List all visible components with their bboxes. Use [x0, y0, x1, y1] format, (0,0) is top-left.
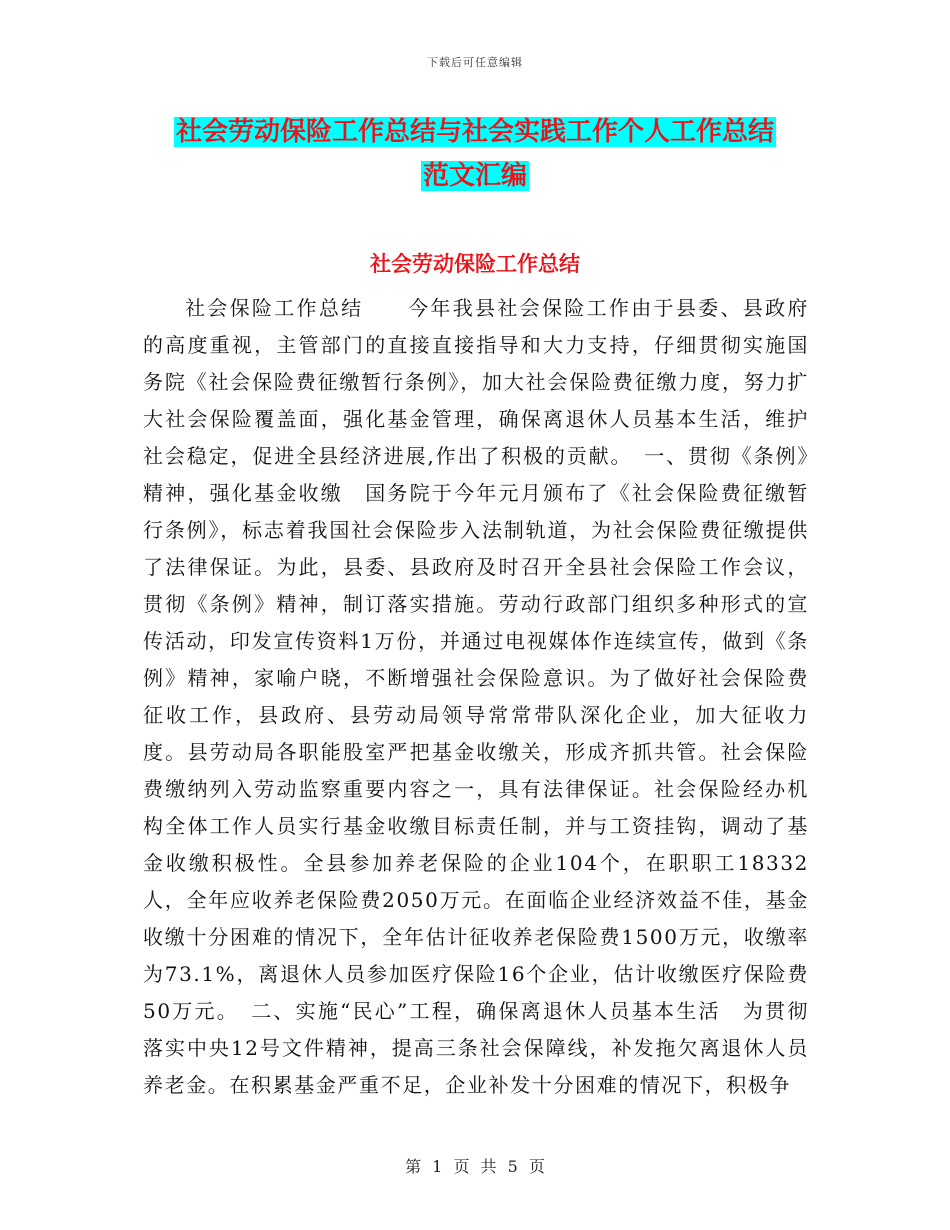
page-header-note: 下载后可任意编辑 — [427, 56, 523, 69]
document-title-line-2: 范文汇编 — [422, 161, 527, 191]
document-title-line-1: 社会劳动保险工作总结与社会实践工作个人工作总结 — [175, 117, 774, 147]
page-number-footer: 第 1 页 共 5 页 — [405, 1157, 545, 1176]
body-paragraph: 社会保险工作总结 今年我县社会保险工作由于县委、县政府的高度重视，主管部门的直接直接指导和大力支持，仔细贯彻实施国务院《社会保险费征缴暂行条例》，加大社会保险费征缴力度，努力扩大社会保险覆盖面，强化基金管理，确保离退休人员基本生活，维护社会稳定，促进全县经济进展,作出了积极的贡献。 一、贯彻《条例》精神，强化基金收缴 国务院于今年元月颁布了《社会保险费征缴暂行条例》，标志着我国社会保险步入法制轨道，为社会保险费征缴提供了法律保证。为此，县委、县政府及时召开全县社会保险工作会议，贯彻《条例》精神，制订落实措施。劳动行政部门组织多种形式的宣传活动，印发宣传资料1万份，并通过电视媒体作连续宣传，做到《条例》精神，家喻户晓，不断增强社会保险意识。为了做好社会保险费征收工作，县政府、县劳动局领导常常带队深化企业，加大征收力度。县劳动局各职能股室严把基金收缴关，形成齐抓共管。社会保险费缴纳列入劳动监察重要内容之一，具有法律保证。社会保险经办机构全体工作人员实行基金收缴目标责任制，并与工资挂钩，调动了基金收缴积极性。全县参加养老保险的企业104个，在职职工18332人，全年应收养老保险费2050万元。在面临企业经济效益不佳，基金收缴十分困难的情况下，全年估计征收养老保险费1500万元，收缴率为73.1%，离退休人员参加医疗保险16个企业，估计收缴医疗保险费50万元。 二、实施“民心”工程，确保离退休人员基本生活 为贯彻落实中央12号文件精神，提高三条社会保障线，补发拖欠离退休人员养老金。在积累基金严重不足，企业补发十分困难的情况下，积极争 — [143, 296, 809, 1097]
document-title — [0, 110, 950, 198]
section-title: 社会劳动保险工作总结 — [370, 252, 580, 276]
